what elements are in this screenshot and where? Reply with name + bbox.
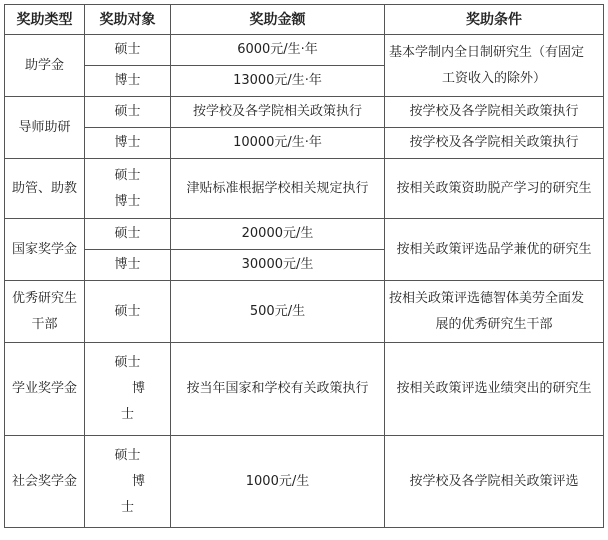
target-cell: 硕士: [85, 35, 171, 66]
type-cell: 国家奖学金: [5, 219, 85, 281]
header-row: [5, 5, 604, 35]
target-line: 士: [120, 499, 134, 515]
condition-cell: 按学校及各学院相关政策评选: [385, 436, 604, 528]
condition-cell: 按相关政策评选品学兼优的研究生: [385, 219, 604, 281]
condition-line: 基本学制内全日制研究生（有固定: [389, 44, 585, 60]
target-cell: 博士: [85, 250, 171, 281]
target-cell: 博士: [85, 128, 171, 159]
amount-cell: 13000元/生·年: [171, 66, 385, 97]
type-cell: 学业奖学金: [5, 343, 85, 436]
amount-cell: 30000元/生: [171, 250, 385, 281]
condition-cell: 按相关政策评选业绩突出的研究生: [385, 343, 604, 436]
table-row: [5, 159, 604, 219]
target-cell: 硕士: [85, 97, 171, 128]
table-row: [5, 35, 604, 66]
target-line: 博: [131, 381, 145, 396]
target-line: 硕士: [114, 355, 141, 370]
table-row: [5, 436, 604, 528]
amount-cell: 1000元/生: [171, 436, 385, 528]
header-target: 奖助对象: [85, 5, 171, 35]
target-cell: 硕士: [85, 219, 171, 250]
amount-cell: 10000元/生·年: [171, 128, 385, 159]
target-line: 博: [131, 473, 145, 489]
condition-cell: [385, 281, 604, 343]
type-cell: 导师助研: [5, 97, 85, 159]
type-cell: 助管、助教: [5, 159, 85, 219]
amount-cell: 6000元/生·年: [171, 35, 385, 66]
type-line: 优秀研究生: [11, 290, 77, 306]
target-line: 硕士: [114, 447, 141, 463]
table-row: [5, 281, 604, 343]
condition-cell: 按相关政策资助脱产学习的研究生: [385, 159, 604, 219]
table-row: [5, 219, 604, 250]
target-cell: 博士: [85, 66, 171, 97]
target-cell: 硕士: [85, 281, 171, 343]
condition-cell: 按学校及各学院相关政策执行: [385, 128, 604, 159]
condition-cell: [385, 35, 604, 97]
target-line: 硕士: [114, 167, 141, 183]
header-amount: 奖助金额: [171, 5, 385, 35]
type-line: 干部: [31, 316, 58, 332]
table-row: [5, 128, 604, 159]
table-row: [5, 97, 604, 128]
amount-cell: 按学校及各学院相关政策执行: [171, 97, 385, 128]
target-cell: [85, 159, 171, 219]
condition-line: 按相关政策评选德智体美劳全面发: [389, 290, 585, 306]
type-cell: [5, 281, 85, 343]
amount-cell: 按当年国家和学校有关政策执行: [171, 343, 385, 436]
amount-cell: 20000元/生: [171, 219, 385, 250]
target-cell: [85, 343, 171, 436]
condition-line: 展的优秀研究生干部: [435, 316, 553, 332]
table-row: [5, 343, 604, 436]
type-cell: 助学金: [5, 35, 85, 97]
type-cell: 社会奖学金: [5, 436, 85, 528]
amount-cell: 500元/生: [171, 281, 385, 343]
header-type: 奖助类型: [5, 5, 85, 35]
amount-cell: 津贴标准根据学校相关规定执行: [171, 159, 385, 219]
target-cell: [85, 436, 171, 528]
header-condition: 奖助条件: [385, 5, 604, 35]
target-line: 士: [120, 407, 134, 422]
condition-cell: 按学校及各学院相关政策执行: [385, 97, 604, 128]
target-line: 博士: [114, 193, 141, 209]
scholarship-table: [4, 4, 604, 528]
condition-line: 工资收入的除外）: [441, 70, 546, 86]
